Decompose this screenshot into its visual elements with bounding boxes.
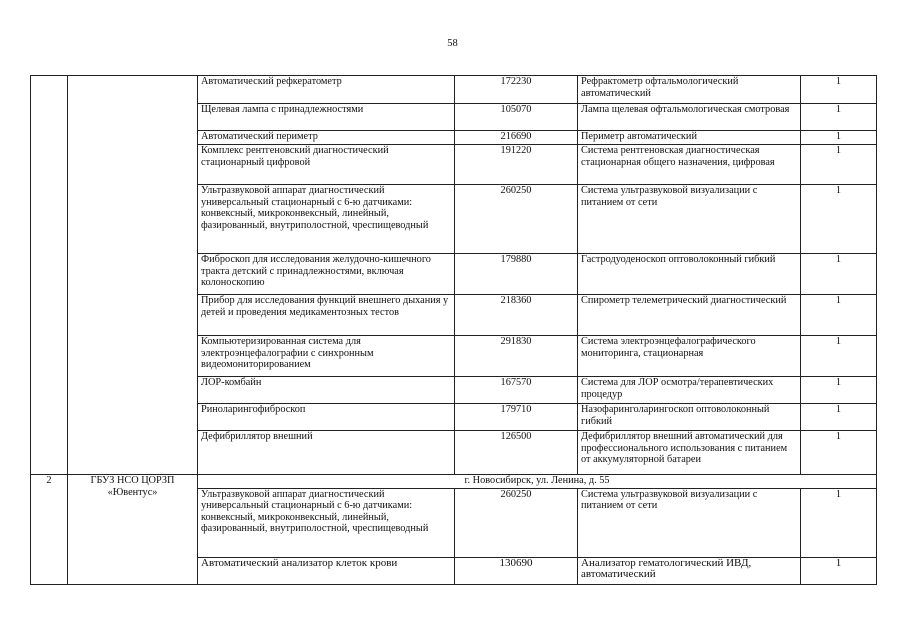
equipment-name: Прибор для исследования функций внешнего дыхания у детей и проведения медикаментозных тестов [198,295,455,336]
equipment-type: Дефибриллятор внешний автоматический для профессионального использования с питанием от аккумуляторной батареи [578,431,801,475]
equipment-code: 167570 [455,377,578,404]
page-number: 58 [447,38,458,49]
row-number-cell: 2 [31,475,68,585]
equipment-type: Система электроэнцефалографического мониторинга, стационарная [578,336,801,377]
equipment-type: Лампа щелевая офтальмологическая смотровая [578,104,801,131]
equipment-qty: 1 [801,76,877,104]
equipment-code: 216690 [455,131,578,145]
equipment-name: Автоматический анализатор клеток крови [198,557,455,584]
equipment-name: Компьютеризированная система для электроэнцефалографии с синхронным видеомониторированием [198,336,455,377]
row-number-cell [31,76,68,475]
equipment-name: ЛОР-комбайн [198,377,455,404]
equipment-qty: 1 [801,404,877,431]
equipment-name: Риноларингофиброскоп [198,404,455,431]
equipment-qty: 1 [801,431,877,475]
equipment-type: Периметр автоматический [578,131,801,145]
equipment-type: Спирометр телеметрический диагностический [578,295,801,336]
equipment-name: Ультразвуковой аппарат диагностический универсальный стационарный с 6-ю датчиками: конвексный, микроконвексный, линейный, фазированный, внутриполостной, чреспищеводный [198,488,455,557]
equipment-qty: 1 [801,131,877,145]
equipment-qty: 1 [801,488,877,557]
equipment-type: Система ультразвуковой визуализации с питанием от сети [578,488,801,557]
equipment-code: 191220 [455,145,578,185]
equipment-name: Ультразвуковой аппарат диагностический универсальный стационарный с 6-ю датчиками: конвексный, микроконвексный, линейный, фазированный, внутриполостной, чреспищеводный [198,185,455,254]
organization-cell: ГБУЗ НСО ЦОРЗП «Ювентус» [68,475,198,585]
equipment-code: 260250 [455,185,578,254]
equipment-qty: 1 [801,336,877,377]
equipment-name: Комплекс рентгеновский диагностический стационарный цифровой [198,145,455,185]
equipment-name: Дефибриллятор внешний [198,431,455,475]
equipment-type: Гастродуоденоскоп оптоволоконный гибкий [578,254,801,295]
equipment-qty: 1 [801,295,877,336]
equipment-code: 172230 [455,76,578,104]
equipment-code: 218360 [455,295,578,336]
equipment-code: 130690 [455,557,578,584]
equipment-type: Анализатор гематологический ИВД, автоматический [578,557,801,584]
equipment-code: 291830 [455,336,578,377]
equipment-name: Фиброскоп для исследования желудочно-кишечного тракта детский с принадлежностями, включая колоноскопию [198,254,455,295]
equipment-qty: 1 [801,254,877,295]
equipment-code: 126500 [455,431,578,475]
table-row [31,76,877,104]
equipment-qty: 1 [801,557,877,584]
equipment-code: 105070 [455,104,578,131]
equipment-type: Система для ЛОР осмотра/терапевтических процедур [578,377,801,404]
equipment-qty: 1 [801,104,877,131]
address-cell: г. Новосибирск, ул. Ленина, д. 55 [198,475,877,489]
equipment-code: 179710 [455,404,578,431]
equipment-name: Автоматический рефкератометр [198,76,455,104]
equipment-type: Назофаринголарингоскоп оптоволоконный гибкий [578,404,801,431]
equipment-code: 260250 [455,488,578,557]
equipment-type: Система ультразвуковой визуализации с питанием от сети [578,185,801,254]
organization-cell [68,76,198,475]
equipment-name: Щелевая лампа с принадлежностями [198,104,455,131]
equipment-qty: 1 [801,377,877,404]
equipment-type: Система рентгеновская диагностическая стационарная общего назначения, цифровая [578,145,801,185]
equipment-type: Рефрактометр офтальмологический автоматический [578,76,801,104]
table-row [31,475,877,489]
equipment-qty: 1 [801,185,877,254]
equipment-code: 179880 [455,254,578,295]
equipment-name: Автоматический периметр [198,131,455,145]
equipment-table [30,75,877,585]
equipment-qty: 1 [801,145,877,185]
